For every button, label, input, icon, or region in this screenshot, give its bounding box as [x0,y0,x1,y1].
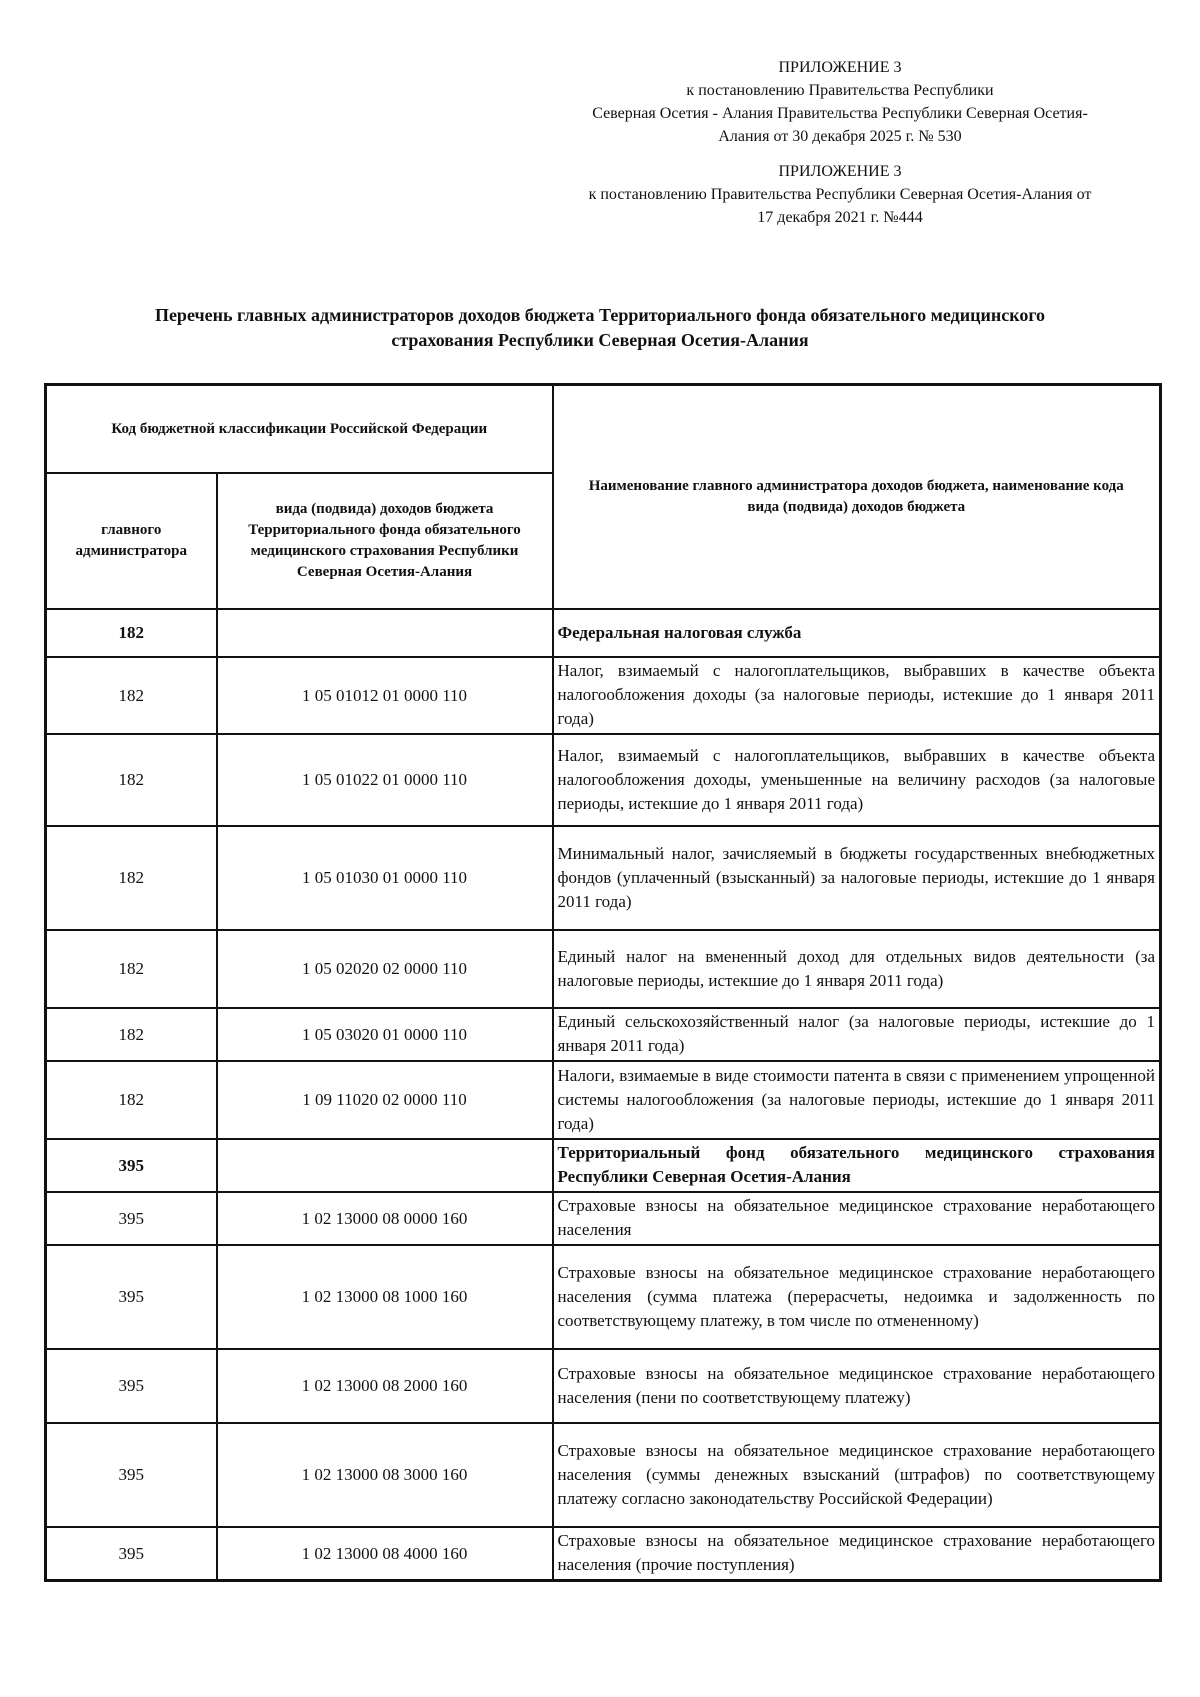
cell-code: 1 05 01022 01 0000 110 [217,734,553,826]
cell-code: 1 05 01030 01 0000 110 [217,826,553,930]
cell-admin: 182 [46,657,217,734]
revenue-administrators-table [44,383,1162,1582]
header-classification-code: Код бюджетной классификации Российской Федерации [46,385,553,474]
cell-admin: 182 [46,734,217,826]
document-title-line-1: Перечень главных администраторов доходов бюджета Территориального фонда обязательного медицинского [154,305,1046,325]
appendix-original-line-2: к постановлению Правительства Республики Северная Осетия-Алания от [588,186,1092,203]
cell-description: Страховые взносы на обязательное медицинское страхование неработающего населения (суммы денежных взысканий (штрафов) по соответствующему платежу согласно законодательству Российской Федерации) [553,1423,1161,1527]
cell-code [217,609,553,657]
cell-description: Страховые взносы на обязательное медицинское страхование неработающего населения (пени по соответствующему платежу) [553,1349,1161,1423]
header-revenue-type-code: вида (подвида) доходов бюджета Территориального фонда обязательного медицинского страхования Республики Северная Осетия-Алания [217,473,553,609]
appendix-original [540,160,1140,229]
document-title [40,303,1160,353]
table-row [46,1423,1161,1527]
cell-admin: 182 [46,930,217,1008]
cell-code: 1 09 11020 02 0000 110 [217,1061,553,1139]
cell-description: Налоги, взимаемые в виде стоимости патента в связи с применением упрощенной системы налогообложения (за налоговые периоды, истекшие до 1 января 2011 года) [553,1061,1161,1139]
cell-admin: 182 [46,1008,217,1061]
cell-description: Страховые взносы на обязательное медицинское страхование неработающего населения (сумма платежа (перерасчеты, недоимка и задолженность по соответствующему платежу, в том числе по отмененному) [553,1245,1161,1349]
cell-code: 1 02 13000 08 4000 160 [217,1527,553,1581]
cell-admin: 395 [46,1139,217,1192]
cell-admin: 182 [46,1061,217,1139]
cell-code: 1 02 13000 08 2000 160 [217,1349,553,1423]
cell-admin: 182 [46,826,217,930]
cell-code: 1 02 13000 08 1000 160 [217,1245,553,1349]
cell-description: Страховые взносы на обязательное медицинское страхование неработающего населения (прочие поступления) [553,1527,1161,1581]
cell-description: Страховые взносы на обязательное медицинское страхование неработающего населения [553,1192,1161,1245]
table-row [46,1061,1161,1139]
cell-description: Минимальный налог, зачисляемый в бюджеты государственных внебюджетных фондов (уплаченный (взысканный) за налоговые периоды, истекшие до 1 января 2011 года) [553,826,1161,930]
table-row [46,1192,1161,1245]
cell-code: 1 05 03020 01 0000 110 [217,1008,553,1061]
header-administrator-name: Наименование главного администратора доходов бюджета, наименование кода вида (подвида) доходов бюджета [553,385,1161,610]
appendix-current [560,56,1120,148]
cell-code: 1 05 01012 01 0000 110 [217,657,553,734]
table-row [46,657,1161,734]
cell-code: 1 02 13000 08 3000 160 [217,1423,553,1527]
table-row [46,609,1161,657]
table-row [46,930,1161,1008]
table-header-row-1 [46,385,1161,474]
appendix-current-line-3: Северная Осетия - Алания Правительства Республики Северная Осетия- [592,105,1088,122]
appendix-current-line-4: Алания от 30 декабря 2025 г. № 530 [718,128,962,145]
cell-admin: 395 [46,1349,217,1423]
header-chief-administrator: главного администратора [46,473,217,609]
cell-description: Налог, взимаемый с налогоплательщиков, выбравших в качестве объекта налогообложения доходы (за налоговые периоды, истекшие до 1 января 2011 года) [553,657,1161,734]
cell-description: Единый сельскохозяйственный налог (за налоговые периоды, истекшие до 1 января 2011 года) [553,1008,1161,1061]
table-row [46,1139,1161,1192]
appendix-current-line-1: ПРИЛОЖЕНИЕ 3 [778,59,902,76]
table-row [46,1008,1161,1061]
appendix-original-line-1: ПРИЛОЖЕНИЕ 3 [778,163,902,180]
table-row [46,1349,1161,1423]
cell-code: 1 02 13000 08 0000 160 [217,1192,553,1245]
table-body [46,609,1161,1581]
cell-description: Налог, взимаемый с налогоплательщиков, выбравших в качестве объекта налогообложения доходы, уменьшенные на величину расходов (за налоговые периоды, истекшие до 1 января 2011 года) [553,734,1161,826]
table-row [46,734,1161,826]
appendix-current-line-2: к постановлению Правительства Республики [686,82,994,99]
cell-code [217,1139,553,1192]
cell-description: Территориальный фонд обязательного медицинского страхования Республики Северная Осетия-Алания [553,1139,1161,1192]
document-title-line-2: страхования Республики Северная Осетия-Алания [391,330,809,350]
cell-code: 1 05 02020 02 0000 110 [217,930,553,1008]
cell-admin: 395 [46,1192,217,1245]
table-row [46,1527,1161,1581]
cell-admin: 395 [46,1527,217,1581]
cell-admin: 395 [46,1245,217,1349]
cell-description: Федеральная налоговая служба [553,609,1161,657]
table-row [46,826,1161,930]
table-row [46,1245,1161,1349]
appendix-original-line-3: 17 декабря 2021 г. №444 [757,209,923,226]
cell-admin: 182 [46,609,217,657]
cell-description: Единый налог на вмененный доход для отдельных видов деятельности (за налоговые периоды, истекшие до 1 января 2011 года) [553,930,1161,1008]
cell-admin: 395 [46,1423,217,1527]
